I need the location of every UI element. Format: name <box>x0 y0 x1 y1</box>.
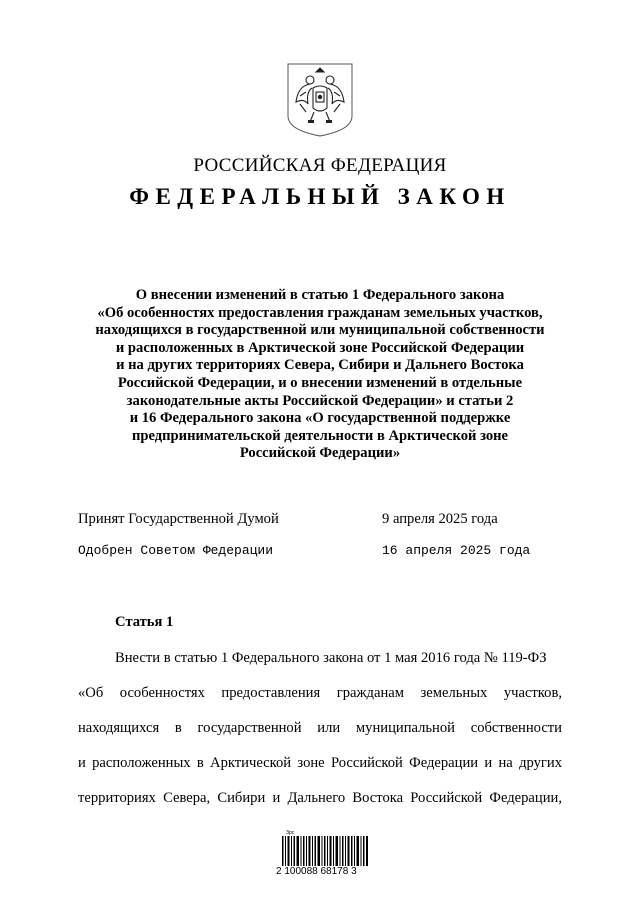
country-name: РОССИЙСКАЯ ФЕДЕРАЦИЯ <box>193 155 447 176</box>
barcode-number: 2 100088 68178 3 <box>276 866 357 877</box>
document-barcode <box>282 836 368 866</box>
approved-by-council-label: Одобрен Советом Федерации <box>78 543 274 558</box>
article-text-line: и расположенных в Арктической зоне Российской Федерации и на других <box>78 755 562 771</box>
state-emblem <box>286 62 354 138</box>
subject-line: «Об особенностях предоставления гражданам земельных участков, <box>97 304 543 321</box>
subject-line: О внесении изменений в статью 1 Федерального закона <box>135 287 505 303</box>
subject-line: Российской Федерации» <box>239 445 401 462</box>
approved-by-council-date: 16 апреля 2025 года <box>382 543 531 558</box>
registry-mark: Зрс <box>286 830 295 836</box>
law-subject <box>60 287 580 463</box>
subject-line: и расположенных в Арктической зоне Российской Федерации <box>115 339 525 356</box>
subject-line: Российской Федерации, и о внесении изменений в отдельные <box>117 374 523 391</box>
subject-line: находящихся в государственной или муниципальной собственности <box>95 322 545 339</box>
subject-line: и 16 Федерального закона «О государственной поддержке <box>129 410 511 427</box>
subject-line: законодательные акты Российской Федерации» и статьи 2 <box>126 392 514 409</box>
article-text-line: территориях Севера, Сибири и Дальнего Востока Российской Федерации, <box>78 790 562 806</box>
law-type-title: ФЕДЕРАЛЬНЫЙ ЗАКОН <box>129 184 511 209</box>
adopted-by-duma-label: Принят Государственной Думой <box>78 511 279 527</box>
article-heading: Статья 1 <box>115 614 174 630</box>
adopted-by-duma-date: 9 апреля 2025 года <box>382 511 498 527</box>
subject-line: предпринимательской деятельности в Арктической зоне <box>131 427 509 444</box>
article-text-line: «Об особенностях предоставления гражданам земельных участков, <box>78 685 562 701</box>
subject-line: и на других территориях Севера, Сибири и Дальнего Востока <box>116 357 524 374</box>
article-text-line: Внести в статью 1 Федерального закона от 1 мая 2016 года № 119-ФЗ <box>115 650 547 666</box>
article-text-line: находящихся в государственной или муниципальной собственности <box>78 720 562 736</box>
